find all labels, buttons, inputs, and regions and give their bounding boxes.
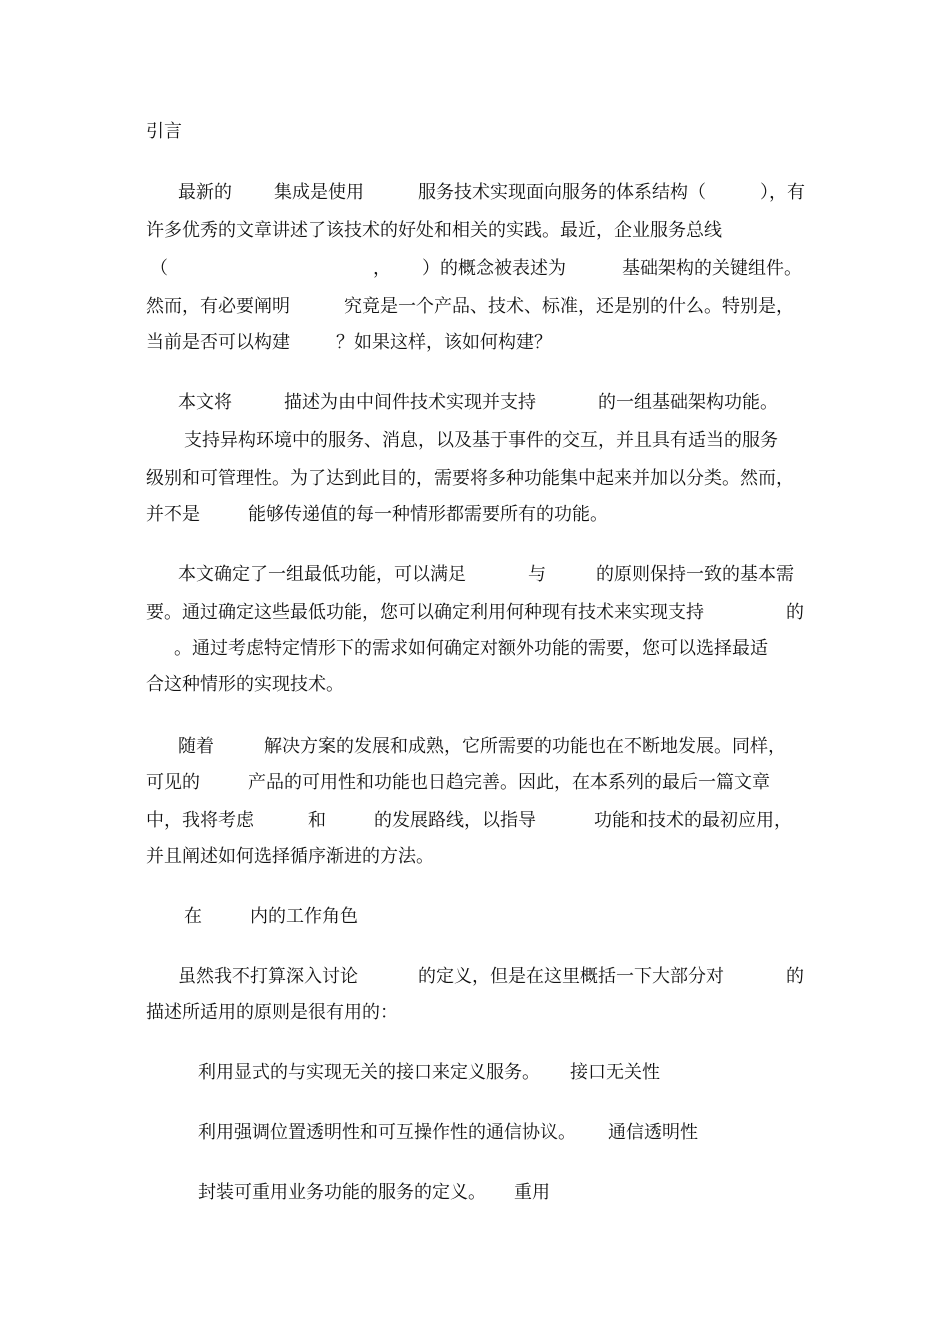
p5-line1-b: 的定义，但是在这里概括一下大部分对 xyxy=(418,966,724,987)
p3-line3: 。通过考虑特定情形下的需求如何确定对额外功能的需要，您可以选择最适 xyxy=(174,638,768,659)
p2-line1-a: 本文将 xyxy=(178,392,232,413)
p3-line2-a: 要。通过确定这些最低功能，您可以确定利用何种现有技术来实现支持 xyxy=(146,602,704,623)
principle-item-label: 通信透明性 xyxy=(608,1122,698,1143)
principle-item-text: 封装可重用业务功能的服务的定义。 xyxy=(198,1182,486,1203)
p1-line5-a: 当前是否可以构建 xyxy=(146,332,290,353)
p4-line1-a: 随着 xyxy=(178,736,214,757)
p2-line3: 级别和可管理性。为了达到此目的，需要将多种功能集中起来并加以分类。然而， xyxy=(146,468,794,489)
p4-line2-b: 产品的可用性和功能也日趋完善。因此，在本系列的最后一篇文章 xyxy=(248,772,770,793)
p1-line1-a: 最新的 xyxy=(178,182,232,203)
p1-line5-b: ？如果这样，该如何构建？ xyxy=(336,332,552,353)
principle-item-text: 利用显式的与实现无关的接口来定义服务。 xyxy=(198,1062,540,1083)
p1-line1-b: 集成是使用 xyxy=(274,182,364,203)
p1-line2: 许多优秀的文章讲述了该技术的好处和相关的实践。最近，企业服务总线 xyxy=(146,220,722,241)
p2-line2: 支持异构环境中的服务、消息，以及基于事件的交互，并且具有适当的服务 xyxy=(184,430,778,451)
p4-line2-a: 可见的 xyxy=(146,772,200,793)
p3-line1-c: 的原则保持一致的基本需 xyxy=(596,564,794,585)
p1-line1-c: 服务技术实现面向服务的体系结构（ xyxy=(418,182,706,203)
p5-line2: 描述所适用的原则是很有用的： xyxy=(146,1002,398,1023)
p4-line3-a: 中，我将考虑 xyxy=(146,810,254,831)
p1-line4-b: 究竟是一个产品、技术、标准，还是别的什么。特别是， xyxy=(344,296,794,317)
p2-line4-a: 并不是 xyxy=(146,504,200,525)
p5-line1-c: 的 xyxy=(786,966,804,987)
p3-line4: 合这种情形的实现技术。 xyxy=(146,674,344,695)
p1-line1-d: ），有 xyxy=(760,182,805,203)
p4-line3-d: 功能和技术的最初应用， xyxy=(594,810,792,831)
p2-line1-b: 描述为由中间件技术实现并支持 xyxy=(284,392,536,413)
p1-line3-d: 基础架构的关键组件。 xyxy=(622,258,802,279)
principle-item-text: 利用强调位置透明性和可互操作性的通信协议。 xyxy=(198,1122,576,1143)
p4-line4: 并且阐述如何选择循序渐进的方法。 xyxy=(146,846,434,867)
p4-line3-b: 和 xyxy=(308,810,326,831)
p1-line3-a: （ xyxy=(150,258,168,279)
p3-line1-a: 本文确定了一组最低功能，可以满足 xyxy=(178,564,466,585)
p4-line1-b: 解决方案的发展和成熟，它所需要的功能也在不断地发展。同样， xyxy=(264,736,786,757)
section-heading-b: 内的工作角色 xyxy=(250,906,358,927)
p3-line2-b: 的 xyxy=(786,602,804,623)
p4-line3-c: 的发展路线，以指导 xyxy=(374,810,536,831)
p3-line1-b: 与 xyxy=(528,564,546,585)
principle-item-label: 接口无关性 xyxy=(570,1062,660,1083)
section-heading-a: 在 xyxy=(184,906,202,927)
p2-line1-c: 的一组基础架构功能。 xyxy=(598,392,778,413)
p1-line3-c: ）的概念被表述为 xyxy=(422,258,566,279)
heading: 引言 xyxy=(146,121,182,142)
p5-line1-a: 虽然我不打算深入讨论 xyxy=(178,966,358,987)
principle-item-label: 重用 xyxy=(514,1182,550,1203)
p1-line3-b: ， xyxy=(373,258,391,279)
p1-line4-a: 然而，有必要阐明 xyxy=(146,296,290,317)
p2-line4-b: 能够传递值的每一种情形都需要所有的功能。 xyxy=(248,504,608,525)
